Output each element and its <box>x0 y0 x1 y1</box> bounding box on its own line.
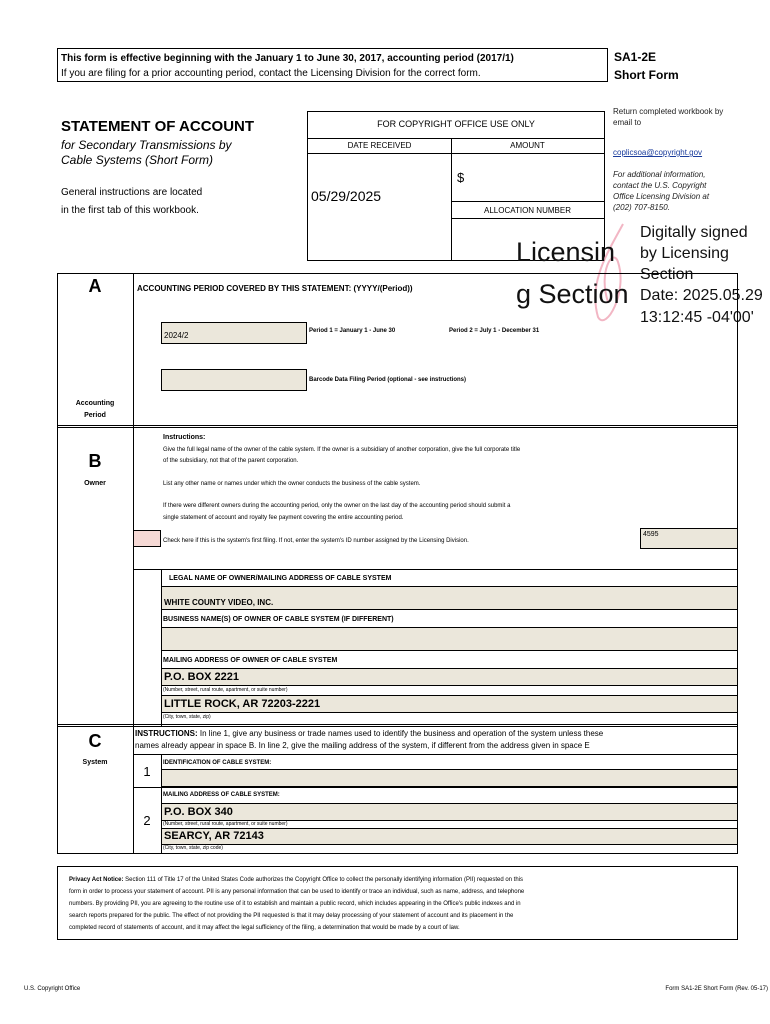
barcode-filing-period-input[interactable] <box>161 369 307 391</box>
owner-instruction-3a: If there were different owners during the accounting period, only the owner on the last day of the accounting period should submit a <box>163 503 511 509</box>
legal-name-label: LEGAL NAME OF OWNER/MAILING ADDRESS OF CABLE SYSTEM <box>169 575 392 582</box>
privacy-text-1: Section 111 of Title 17 of the United States Code authorizes the Copyright Office to collect the personally identifying information (PII) requested on this <box>123 877 524 883</box>
signature-text-2: by Licensing <box>640 245 729 262</box>
legal-name-input[interactable] <box>161 586 738 610</box>
info-line-2: contact the U.S. Copyright <box>613 181 707 190</box>
first-filing-text: Check here if this is the system's first filing. If not, enter the system's ID number assigned by the Licensing Division. <box>163 538 469 544</box>
date-received-label: DATE RECEIVED <box>347 141 412 150</box>
section-a-label-1: Accounting <box>75 400 115 407</box>
owner-instruction-2: List any other name or names under which the owner conducts the business of the cable system. <box>163 481 421 487</box>
owner-instruction-1b: of the subsidiary, not that of the parent corporation. <box>163 458 299 464</box>
system-mailing-label: MAILING ADDRESS OF CABLE SYSTEM: <box>163 792 280 798</box>
system-instructions-bold: INSTRUCTIONS: <box>135 729 198 738</box>
privacy-line-2: form in order to process your statement of account. PII is any personal information that can be used to identify or trace an individual, such as name, address, and telephone <box>69 889 525 895</box>
line-2-number: 2 <box>143 813 151 828</box>
system-ident-input[interactable] <box>161 769 738 787</box>
form-id: SA1-2E <box>614 50 657 64</box>
date-received-value: 05/29/2025 <box>311 188 382 204</box>
email-link[interactable]: coplicsoa@copyright.gov <box>613 148 703 157</box>
info-line-3: Office Licensing Division at <box>613 192 710 201</box>
signature-text-4: Date: 2025.05.29 <box>640 287 763 304</box>
general-instructions-2: in the first tab of this workbook. <box>61 205 199 216</box>
system-id-value: 4595 <box>643 531 659 538</box>
first-filing-checkbox[interactable] <box>133 530 161 547</box>
general-instructions-1: General instructions are located <box>61 187 203 198</box>
system-street-input[interactable] <box>161 803 738 821</box>
return-text-1: Return completed workbook by <box>613 107 724 116</box>
page-title: STATEMENT OF ACCOUNT <box>61 118 255 135</box>
system-city-hint: (City, town, state, zip code) <box>163 845 223 851</box>
section-b-label: Owner <box>84 480 106 487</box>
return-text-2: email to <box>613 118 642 127</box>
barcode-label: Barcode Data Filing Period (optional - see instructions) <box>309 377 467 383</box>
owner-street-input[interactable] <box>161 668 738 686</box>
notice-line-2: If you are filing for a prior accounting period, contact the Licensing Division for the correct form. <box>61 68 481 79</box>
footer-left: U.S. Copyright Office <box>24 986 81 992</box>
form-type: Short Form <box>614 68 679 82</box>
privacy-line-4: search reports prepared for the public. The effect of not providing the PII requested is that it may delay processing of your statement of account and its placement in the <box>69 913 514 919</box>
footer-right: Form SA1-2E Short Form (Rev. 05-17) <box>665 986 768 992</box>
system-street-value: P.O. BOX 340 <box>164 806 233 818</box>
privacy-line-1 <box>69 877 523 883</box>
signature-stamp-line-2: g Section <box>516 279 629 309</box>
period-1-note: Period 1 = January 1 - June 30 <box>309 328 396 334</box>
signature-text-5: 13:12:45 -04'00' <box>640 309 754 326</box>
owner-city-hint: (City, town, state, zip) <box>163 714 211 720</box>
title-subtitle-1: for Secondary Transmissions by <box>61 138 232 152</box>
system-id-input[interactable] <box>640 528 738 549</box>
period-2-note: Period 2 = July 1 - December 31 <box>449 328 540 334</box>
section-a-letter: A <box>88 276 102 296</box>
section-c-label: System <box>82 759 108 766</box>
owner-instructions-title: Instructions: <box>163 434 206 441</box>
line-1-number: 1 <box>143 764 151 779</box>
privacy-bold: Privacy Act Notice: <box>69 877 124 883</box>
accounting-period-heading: ACCOUNTING PERIOD COVERED BY THIS STATEMENT: (YYYY/(Period)) <box>137 284 413 293</box>
owner-instruction-3b: single statement of account and royalty fee payment covering the entire accounting period. <box>163 515 404 521</box>
section-b-letter: B <box>88 451 102 471</box>
amount-label: AMOUNT <box>510 141 545 150</box>
legal-name-value: WHITE COUNTY VIDEO, INC. <box>164 598 274 607</box>
info-line-1: For additional information, <box>613 170 706 179</box>
signature-stamp-line-1: Licensin <box>516 237 616 267</box>
owner-street-hint: (Number, street, rural route, apartment, or suite number) <box>163 687 288 693</box>
dollar-sign: $ <box>457 170 465 185</box>
system-instructions-text-1: In line 1, give any business or trade names used to identify the business and operation of the system unless these <box>197 729 604 738</box>
owner-street-value: P.O. BOX 2221 <box>164 671 240 683</box>
office-use-heading: FOR COPYRIGHT OFFICE USE ONLY <box>377 119 535 129</box>
title-subtitle-2: Cable Systems (Short Form) <box>61 153 214 167</box>
signature-text-1: Digitally signed <box>640 224 748 241</box>
privacy-line-3: numbers. By providing PII, you are agreeing to the routine use of it to establish and maintain a public record, which includes appearing in the Office's public indexes and in <box>69 901 521 907</box>
accounting-period-value: 2024/2 <box>164 331 189 340</box>
system-instructions-line-2: names already appear in space B. In line 2, give the mailing address of the system, if different from the address given in space E <box>135 741 590 750</box>
accounting-period-input[interactable] <box>161 322 307 344</box>
section-a-label-2: Period <box>84 412 106 419</box>
owner-city-value: LITTLE ROCK, AR 72203-2221 <box>164 698 321 710</box>
system-city-input[interactable] <box>161 828 738 845</box>
system-instructions-line-1 <box>135 729 603 738</box>
business-name-input[interactable] <box>161 627 738 651</box>
effective-notice <box>57 48 608 82</box>
system-street-hint: (Number, street, rural route, apartment, or suite number) <box>163 821 288 827</box>
system-city-value: SEARCY, AR 72143 <box>164 830 264 842</box>
owner-instruction-1a: Give the full legal name of the owner of the cable system. If the owner is a subsidiary of another corporation, give the full corporate title <box>163 447 521 453</box>
privacy-line-5: completed record of statements of account, and it may affect the legal sufficiency of the filing, a determination that would be made by a court of law. <box>69 925 460 931</box>
system-ident-label: IDENTIFICATION OF CABLE SYSTEM: <box>163 760 272 766</box>
owner-mailing-label: MAILING ADDRESS OF OWNER OF CABLE SYSTEM <box>163 657 338 664</box>
business-name-label: BUSINESS NAME(S) OF OWNER OF CABLE SYSTEM (IF DIFFERENT) <box>163 616 394 623</box>
notice-line-1: This form is effective beginning with the January 1 to June 30, 2017, accounting period (2017/1) <box>61 53 514 64</box>
info-line-4: (202) 707-8150. <box>613 203 670 212</box>
allocation-number-label: ALLOCATION NUMBER <box>484 206 571 215</box>
signature-text-3: Section <box>640 266 694 283</box>
section-c-letter: C <box>88 731 102 751</box>
owner-city-input[interactable] <box>161 695 738 713</box>
privacy-notice <box>57 866 738 940</box>
